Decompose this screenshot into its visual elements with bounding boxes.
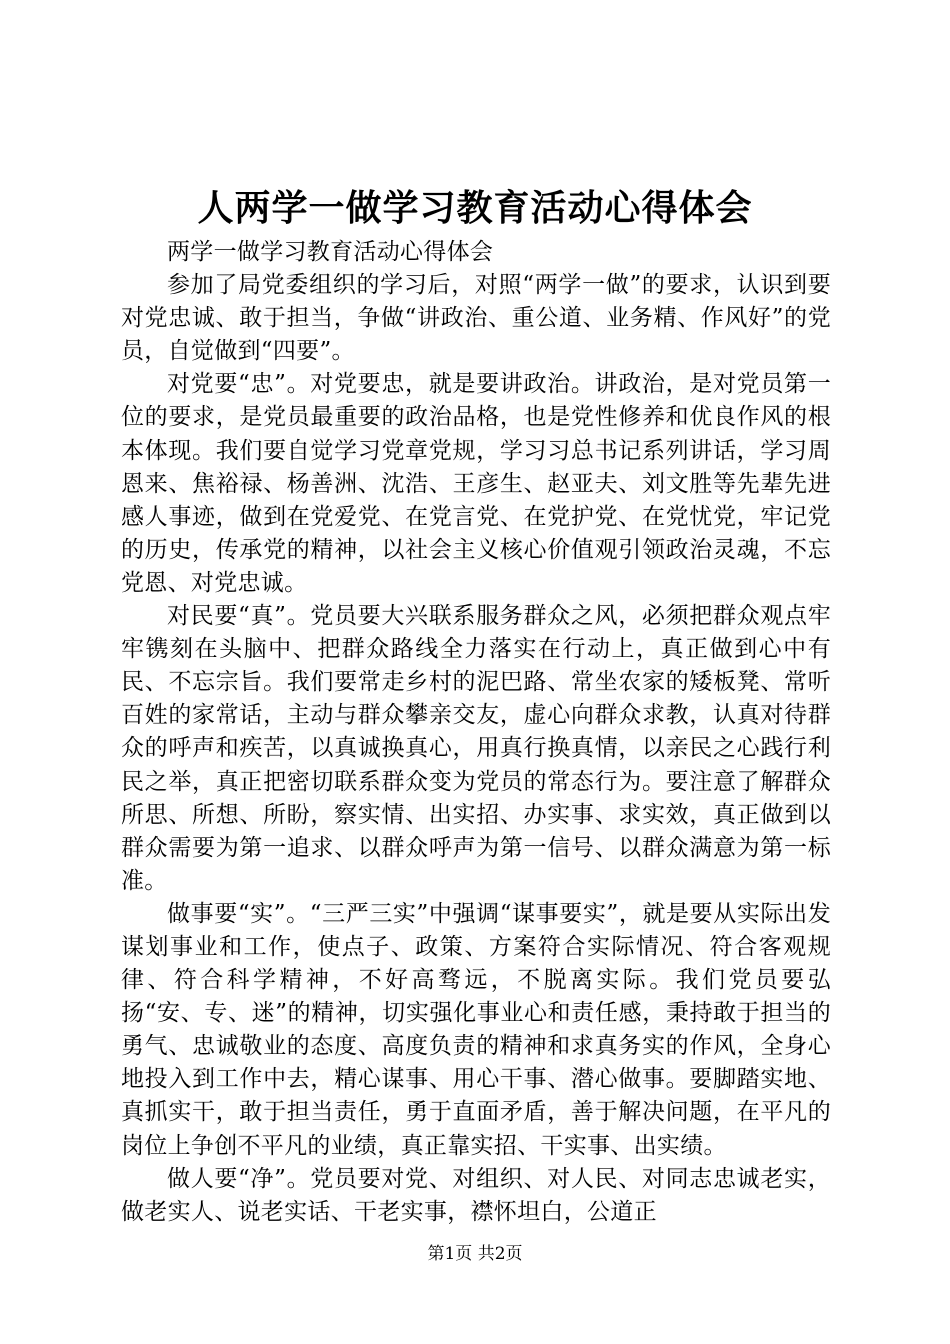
paragraph-work: 做事要“实”。“三严三实”中强调“谋事要实”，就是要从实际出发谋划事业和工作，使点子、政策、方案符合实际情况、符合客观规律、符合科学精神，不好高骛远，不脱离实际。我们党员要弘扬“安、专、迷”的精神，切实强化事业心和责任感，秉持敢于担当的勇气、忠诚敬业的态度、高度负责的精神和求真务实的作风，全身心地投入到工作中去，精心谋事、用心干事、潜心做事。要脚踏实地、真抓实干，敢于担当责任，勇于直面矛盾，善于解决问题，在平凡的岗位上争创不平凡的业绩，真正靠实招、干实事、出实绩。 [121, 900, 831, 1159]
page-number-current: 第1页 [427, 1244, 473, 1264]
paragraph-integrity: 做人要“净”。党员要对党、对组织、对人民、对同志忠诚老实，做老实人、说老实话、干老实事，襟怀坦白，公道正 [121, 1165, 831, 1225]
paragraph-intro: 参加了局党委组织的学习后，对照“两学一做”的要求，认识到要对党忠诚、敢于担当，争做“讲政治、重公道、业务精、作风好”的党员，自觉做到“四要”。 [121, 272, 831, 365]
document-title: 人两学一做学习教育活动心得体会 [197, 187, 753, 229]
page-number-total: 共2页 [477, 1244, 523, 1264]
page-footer [0, 1243, 950, 1265]
paragraph-loyalty: 对党要“忠”。对党要忠，就是要讲政治。讲政治，是对党员第一位的要求，是党员最重要的政治品格，也是党性修养和优良作风的根本体现。我们要自觉学习党章党规，学习习总书记系列讲话，学习周恩来、焦裕禄、杨善洲、沈浩、王彦生、赵亚夫、刘文胜等先辈先进感人事迹，做到在党爱党、在党言党、在党护党、在党忧党，牢记党的历史，传承党的精神，以社会主义核心价值观引领政治灵魂，不忘党恩、对党忠诚。 [121, 371, 831, 596]
paragraph-subtitle: 两学一做学习教育活动心得体会 [167, 239, 494, 265]
paragraph-people: 对民要“真”。党员要大兴联系服务群众之风，必须把群众观点牢牢镌刻在头脑中、把群众路线全力落实在行动上，真正做到心中有民、不忘宗旨。我们要常走乡村的泥巴路、常坐农家的矮板凳、常听百姓的家常话，主动与群众攀亲交友，虚心向群众求教，认真对待群众的呼声和疾苦，以真诚换真心，用真行换真情，以亲民之心践行利民之举，真正把密切联系群众变为党员的常态行为。要注意了解群众所思、所想、所盼，察实情、出实招、办实事、求实效，真正做到以群众需要为第一追求、以群众呼声为第一信号、以群众满意为第一标准。 [121, 603, 831, 894]
document-body [121, 236, 831, 1229]
